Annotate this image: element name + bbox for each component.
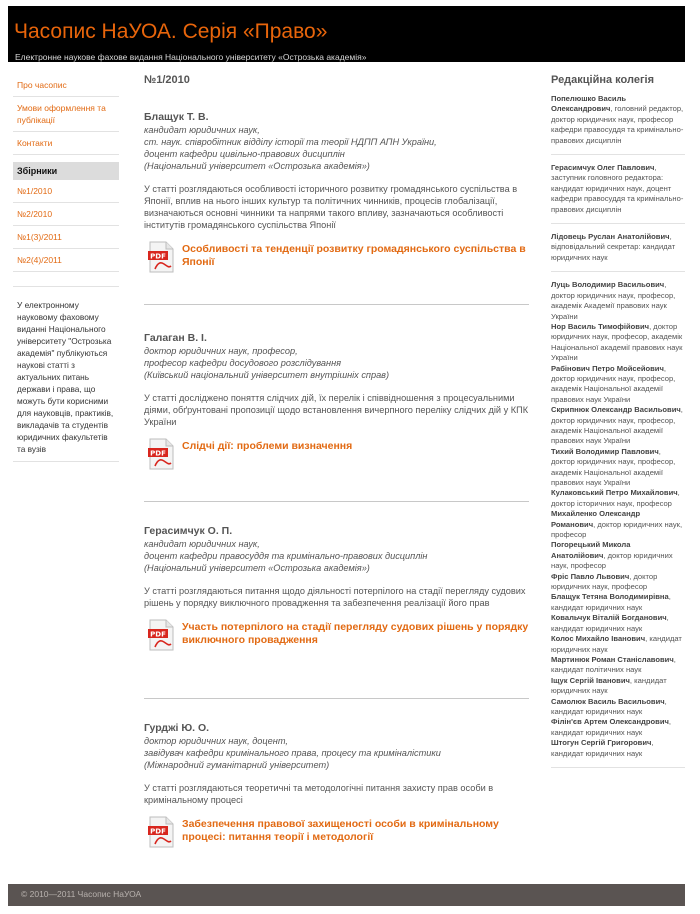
board-member (551, 447, 685, 489)
pdf-icon[interactable] (147, 816, 175, 848)
board-member-name: Погорецький Микола Анатолійович (551, 540, 631, 560)
article-abstract: У статті досліджено поняття слідчих дій, їх перелік і співвідношення з процесуальними діями, обґрунтовані пропозиції щодо встановлення вичерпного переліку слідчих дій у КПК України (144, 393, 529, 427)
collection-2-2010[interactable]: №2/2010 (13, 203, 119, 226)
board-member-role: , доктор юридичних наук, професор, академік Академії правових наук України (551, 280, 676, 321)
board-member-role: , відповідальний секретар: кандидат юридичних наук (551, 232, 676, 262)
board-member (551, 540, 685, 571)
board-member-name: Нор Василь Тимофійович (551, 321, 650, 331)
board-member (551, 572, 685, 593)
article-author: Гурджі Ю. О. (144, 722, 210, 734)
board-member-role: , кандидат юридичних наук (551, 738, 654, 758)
board-member-name: Михайленко Олександр Романович (551, 509, 641, 529)
board-member (551, 676, 685, 697)
article-link-title[interactable]: Слідчі дії: проблеми визначення (182, 440, 353, 452)
board-member (551, 613, 685, 634)
board-member-role: , кандидат юридичних наук (551, 592, 671, 612)
svg-text:PDF: PDF (150, 449, 166, 458)
board-member-name: Лідовець Руслан Анатолійович (551, 232, 670, 242)
board-member-name: Колос Михайло Іванович (551, 634, 646, 644)
issue-title: №1/2010 (144, 74, 190, 86)
author-affiliation: (Національний університет «Острозька академія») (144, 161, 370, 171)
author-affiliation: доцент кафедри правосуддя та кримінально-правових дисциплін (144, 551, 428, 561)
article-divider (144, 304, 529, 305)
article-author: Блащук Т. В. (144, 111, 209, 123)
author-affiliation: ст. наук. співробітник відділу історії та теорії НДПП АПН України, (144, 137, 437, 147)
board-member-role: , кандидат юридичних наук (551, 675, 667, 696)
board-member-name: Луць Володимир Васильович (551, 280, 665, 290)
journal-description: У електронному науковому фаховому виданні Національного університету "Острозька академія" публікуються наукові статті з актуальних питань держави і права, що можуть бути корисними для науковців, практиків, викладачів та студентів юридичних факультетів та вузів (13, 286, 119, 462)
article-abstract: У статті розглядаються теоретичні та методологічні питання захисту прав особи в кримінальному процесі (144, 783, 494, 805)
article (144, 525, 530, 653)
board-member (551, 717, 685, 738)
board-member-name: Штогун Сергій Григорович (551, 738, 652, 748)
board-member-role: , доктор юридичних наук, професор (551, 550, 673, 571)
board-member-name: Кулаковський Петро Михайлович (551, 488, 678, 498)
article-pdf-link[interactable] (144, 241, 530, 275)
author-affiliation: доктор юридичних наук, доцент, (144, 736, 288, 746)
article (144, 111, 530, 275)
board-member-role: , головний редактор, доктор юридичних наук, професор кафедри правосуддя та кримінально-правових дисциплін (551, 104, 684, 145)
left-sidebar (13, 74, 119, 462)
site-title[interactable]: Часопис НаУОА. Серія «Право» (14, 20, 328, 43)
board-member-name: Тихий Володимир Павлович (551, 446, 659, 456)
board-member (551, 509, 685, 540)
article (144, 332, 530, 472)
board-member-role: , доктор юридичних наук, професор (551, 571, 658, 592)
board-member-name: Фріс Павло Львович (551, 571, 630, 581)
board-member-role: , кандидат політичних наук (551, 654, 676, 675)
board-member (551, 405, 685, 447)
article-link-title[interactable]: Особливості та тенденції розвитку громадянського суспільства в Японії (182, 243, 526, 268)
board-member-name: Філін'єв Артем Олександрович (551, 717, 669, 727)
article-link-title[interactable]: Забезпечення правової захищеності особи в кримінальному процесі: питання теорії і методології (182, 818, 499, 843)
editorial-board (551, 74, 685, 776)
board-group (551, 232, 685, 272)
nav-about[interactable]: Про часопис (13, 74, 119, 97)
board-member-name: Мартинюк Роман Станіславович (551, 654, 674, 664)
board-member (551, 322, 685, 364)
author-affiliation: доцент кафедри цивільно-правових дисциплін (144, 149, 345, 159)
board-member-role: , доктор юридичних наук, професор, академік Національної академії правових наук України (551, 446, 676, 487)
main-content (144, 74, 530, 843)
author-affiliation: кандидат юридичних наук, (144, 125, 260, 135)
board-member (551, 163, 685, 215)
board-group (551, 280, 685, 768)
article-author: Галаган В. І. (144, 332, 207, 344)
nav-submission-rules[interactable]: Умови оформлення та публікації (13, 97, 119, 132)
board-member-role: , кандидат юридичних наук (551, 696, 667, 716)
collections-heading: Збірники (13, 162, 119, 180)
board-group (551, 94, 685, 155)
author-affiliation: доктор юридичних наук, професор, (144, 346, 298, 356)
board-member-role: , доктор юридичних наук, професор, академік Національної академії правових наук України (551, 363, 676, 404)
svg-text:PDF: PDF (150, 827, 166, 836)
board-member-role: , доктор юридичних наук, професор (551, 519, 683, 540)
board-member (551, 364, 685, 406)
article-link-title[interactable]: Участь потерпілого на стадії перегляду судових рішень у порядку виключного провадження (182, 621, 529, 646)
board-member (551, 655, 685, 676)
article-divider (144, 698, 529, 699)
article-abstract: У статті розглядаються питання щодо діяльності потерпілого на стадії перегляду судових рішень у порядку виключного провадження та забезпечення реалізації його прав (144, 586, 526, 608)
author-affiliation: (Національний університет «Острозька академія») (144, 563, 370, 573)
nav-contacts[interactable]: Контакти (13, 132, 119, 155)
author-affiliation: кандидат юридичних наук, (144, 539, 260, 549)
editorial-board-list (551, 94, 685, 768)
board-member (551, 280, 685, 322)
article-abstract: У статті розглядаються особливості історичного розвитку громадянського суспільства в Японії, вплив на нього інших культур та політичних чинників, процесів глобалізації, визначаються основні чинники та напрями такого впливу, зазначаються особливості інститутів громадянського суспільства Японії (144, 184, 518, 230)
article-pdf-link[interactable] (144, 816, 530, 850)
collection-2-4-2011[interactable]: №2(4)/2011 (13, 249, 119, 272)
board-member-name: Попелюшко Василь Олександрович (551, 94, 627, 114)
board-member-name: Ковальчук Віталій Богданович (551, 613, 667, 623)
board-member (551, 592, 685, 613)
board-member-role: , кандидат юридичних наук (551, 634, 682, 654)
board-member-name: Блащук Тетяна Володимирівна (551, 592, 669, 602)
board-member-role: , кандидат юридичних наук (551, 613, 669, 633)
collection-1-2010[interactable]: №1/2010 (13, 180, 119, 203)
article (144, 722, 530, 850)
site-header (8, 6, 685, 62)
board-member (551, 738, 685, 759)
board-member-name: Рабінович Петро Мойсейович (551, 363, 664, 373)
article-pdf-link[interactable] (144, 438, 530, 472)
author-affiliation: професор кафедри досудового розслідування (144, 358, 342, 368)
board-group (551, 163, 685, 224)
author-affiliation: завідувач кафедри кримінального права, процесу та криміналістики (144, 748, 441, 758)
svg-text:PDF: PDF (150, 252, 166, 261)
board-member (551, 697, 685, 718)
pdf-icon[interactable] (147, 241, 175, 273)
svg-text:PDF: PDF (150, 630, 166, 639)
pdf-icon[interactable] (147, 619, 175, 651)
board-member-role: , кандидат юридичних наук (551, 717, 672, 737)
author-affiliation: (Київський національний університет внутрішніх справ) (144, 370, 390, 380)
board-member-name: Самолюк Василь Васильович (551, 696, 665, 706)
article-divider (144, 501, 529, 502)
board-member-role: , доктор історичних наук, професор (551, 488, 680, 508)
editorial-board-title: Редакційна колегія (551, 74, 655, 86)
author-affiliation: (Міжнародний гуманітарний університет) (144, 760, 330, 770)
site-subtitle: Електронне наукове фахове видання Національного університету «Острозька академія» (15, 52, 367, 62)
board-member-name: Герасимчук Олег Павлович (551, 163, 655, 173)
collection-1-3-2011[interactable]: №1(3)/2011 (13, 226, 119, 249)
board-member-role: , доктор юридичних наук, професор, академік Національної академії правових наук України (551, 405, 683, 446)
board-member (551, 94, 685, 146)
board-member (551, 488, 685, 509)
board-member-role: , доктор юридичних наук, професор, академік Національної академії правових наук України (551, 321, 683, 363)
board-member-role: , заступник головного редактора: кандидат юридичних наук, доцент кафедри правосуддя та кримінально-правових дисциплін (551, 163, 684, 214)
board-member-name: Скрипнюк Олександр Васильович (551, 405, 681, 415)
pdf-icon[interactable] (147, 438, 175, 470)
article-pdf-link[interactable] (144, 619, 530, 653)
board-member-name: Іщук Сергій Іванович (551, 675, 630, 685)
site-footer (8, 884, 685, 906)
board-member (551, 232, 685, 263)
article-author: Герасимчук О. П. (144, 525, 233, 537)
copyright: © 2010—2011 Часопис НаУОА (21, 889, 142, 899)
board-member (551, 634, 685, 655)
